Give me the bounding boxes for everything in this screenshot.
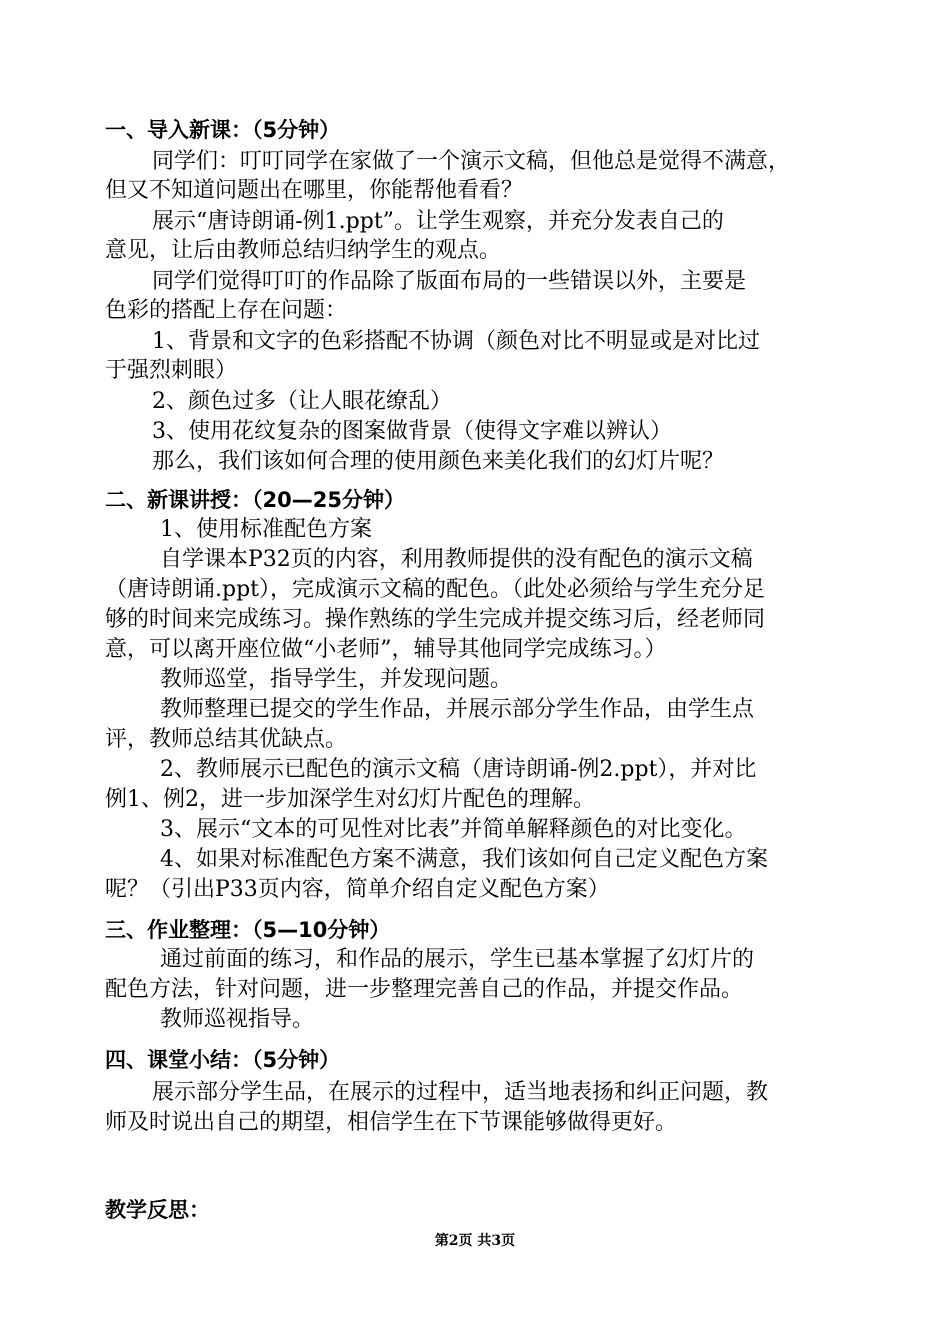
- reflection-heading: 教学反思：: [105, 1198, 210, 1222]
- section-1-line: 同学们：叮叮同学在家做了一个演示文稿，但他总是觉得不满意，: [152, 149, 791, 174]
- section-2-line: 自学课本P32页的内容，利用教师提供的没有配色的演示文稿: [160, 547, 753, 572]
- section-2-line: 1、使用标准配色方案: [160, 517, 372, 542]
- section-2-line: 例1、例2，进一步加深学生对幻灯片配色的理解。: [105, 787, 595, 812]
- section-1-line: 那么，我们该如何合理的使用颜色来美化我们的幻灯片呢？: [152, 449, 725, 474]
- section-1-line: 同学们觉得叮叮的作品除了版面布局的一些错误以外，主要是: [152, 269, 747, 294]
- section-2-heading: 二、新课讲授：（20—25分钟）: [105, 488, 405, 512]
- section-1-line: 意见，让后由教师总结归纳学生的观点。: [105, 238, 502, 263]
- section-2-line: 3、展示“文本的可见性对比表”并简单解释颜色的对比变化。: [160, 817, 747, 842]
- section-1-line: 展示“唐诗朗诵-例1.ppt”。让学生观察，并充分发表自己的: [152, 209, 724, 234]
- section-4-line: 展示部分学生品，在展示的过程中，适当地表扬和纠正问题，教: [152, 1080, 769, 1105]
- section-1-line: 3、使用花纹复杂的图案做背景（使得文字难以辨认）: [152, 419, 672, 444]
- section-2-line: 教师巡堂，指导学生，并发现问题。: [160, 667, 513, 692]
- section-2-line: 评，教师总结其优缺点。: [105, 727, 348, 752]
- section-2-line: 意，可以离开座位做“小老师”，辅导其他同学完成练习。）: [105, 637, 667, 662]
- section-3-line: 教师巡视指导。: [160, 1007, 315, 1032]
- section-1-line: 1、背景和文字的色彩搭配不协调（颜色对比不明显或是对比过: [152, 329, 760, 354]
- section-1-line: 2、颜色过多（让人眼花缭乱）: [152, 389, 452, 414]
- page-number: 第2页 共3页: [434, 1233, 516, 1249]
- section-3-line: 配色方法，针对问题，进一步整理完善自己的作品，并提交作品。: [105, 977, 744, 1002]
- section-1-heading: 一、导入新课：（5分钟）: [105, 118, 341, 142]
- section-2-line: （唐诗朗诵.ppt），完成演示文稿的配色。（此处必须给与学生充分足: [105, 577, 766, 602]
- section-1-line: 但又不知道问题出在哪里，你能帮他看看？: [105, 178, 524, 203]
- section-1-line: 色彩的搭配上存在问题：: [105, 298, 348, 323]
- section-4-line: 师及时说出自己的期望，相信学生在下节课能够做得更好。: [105, 1110, 678, 1135]
- section-2-line: 4、如果对标准配色方案不满意，我们该如何自己定义配色方案: [160, 847, 768, 872]
- section-3-line: 通过前面的练习，和作品的展示，学生已基本掌握了幻灯片的: [160, 947, 755, 972]
- section-2-line: 呢？（引出P33页内容，简单介绍自定义配色方案）: [105, 877, 610, 902]
- section-3-heading: 三、作业整理：（5—10分钟）: [105, 918, 391, 942]
- section-4-heading: 四、课堂小结：（5分钟）: [105, 1048, 341, 1072]
- section-2-line: 2、教师展示已配色的演示文稿（唐诗朗诵-例2.ppt），并对比: [160, 757, 757, 782]
- section-1-line: 于强烈刺眼）: [105, 358, 238, 383]
- section-2-line: 够的时间来完成练习。操作熟练的学生完成并提交练习后，经老师同: [105, 607, 766, 632]
- section-2-line: 教师整理已提交的学生作品，并展示部分学生作品，由学生点: [160, 697, 755, 722]
